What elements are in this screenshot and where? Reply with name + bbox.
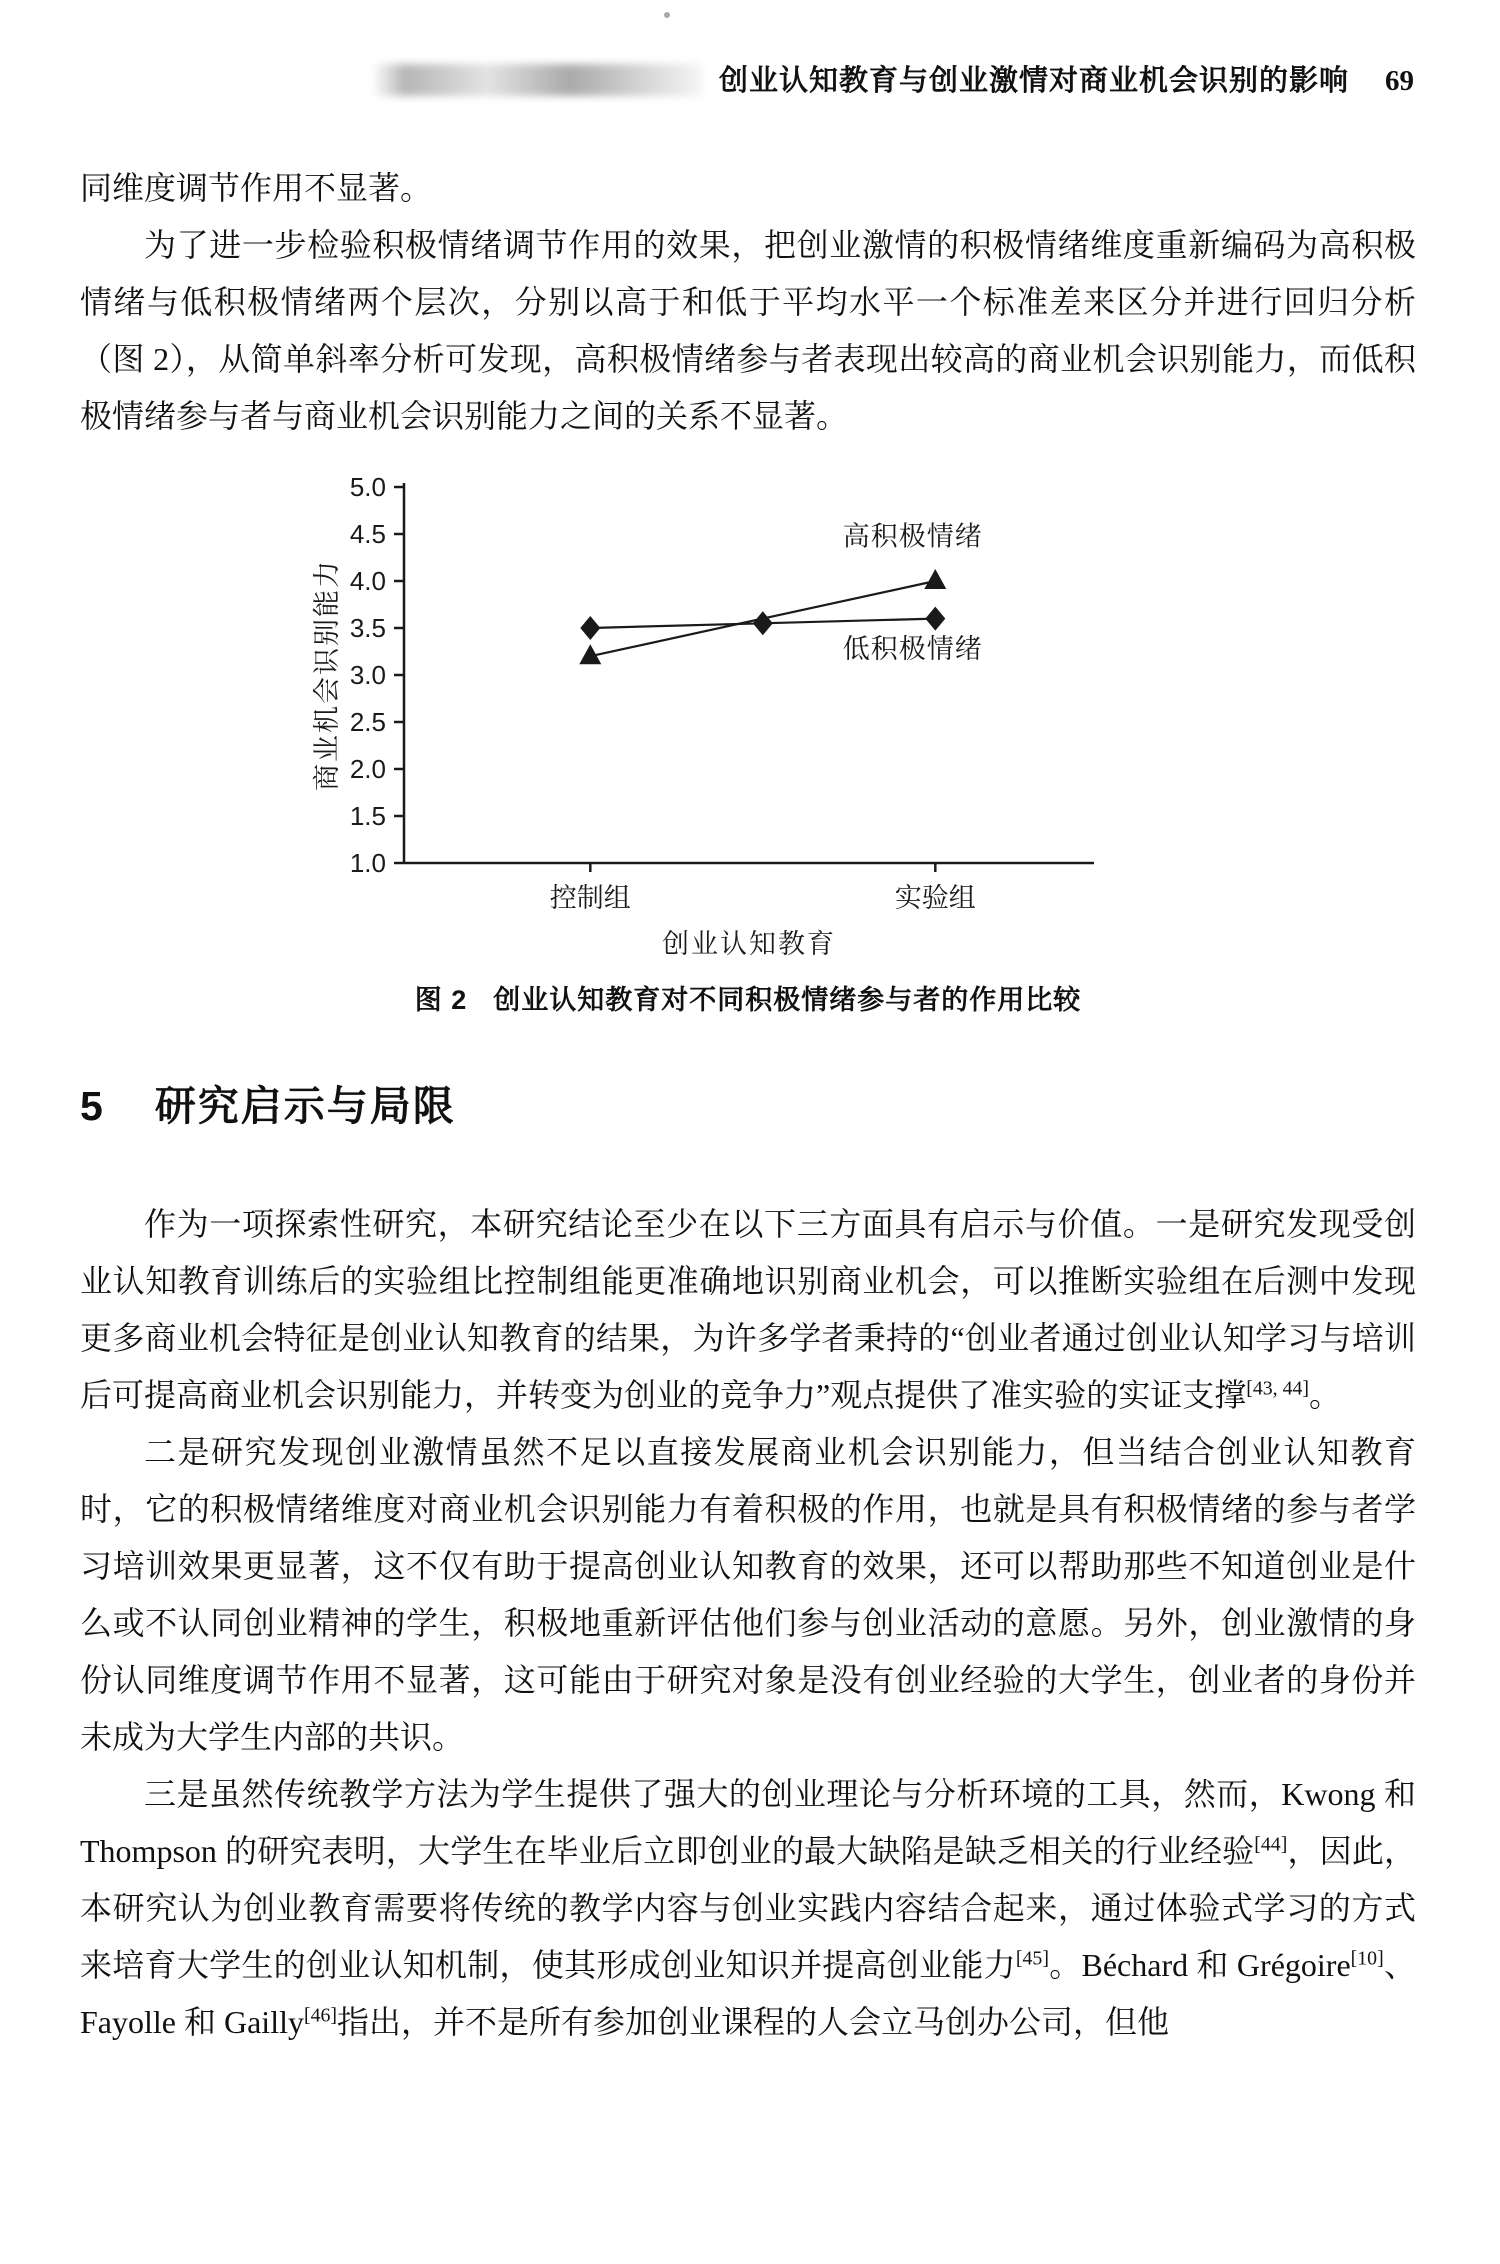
- section-heading: [80, 1073, 1416, 1132]
- y-tick-label: 1.0: [349, 848, 386, 878]
- page-number: 69: [1385, 65, 1414, 97]
- citation-superscript: [43, 44]: [1246, 1377, 1309, 1400]
- y-tick-label: 3.5: [349, 613, 386, 643]
- figure-caption-text: 创业认知教育对不同积极情绪参与者的作用比较: [493, 985, 1082, 1015]
- diamond-marker: [580, 616, 600, 640]
- running-head-title: 创业认知教育与创业激情对商业机会识别的影响: [718, 65, 1349, 97]
- y-tick-label: 2.0: [349, 754, 386, 784]
- paragraph-method: [80, 217, 1416, 445]
- figure-2: [80, 471, 1416, 1017]
- figure-caption-label: 图 2: [414, 985, 468, 1015]
- text-run: 为了进一步检验积极情绪调节作用的效果，把创业激情的积极情绪维度重新编码为高积极情绪与低积极情绪两个层次，分别以高于和低于平均水平一个标准差来区分并进行回归分析（图 2），从简单斜率分析可发现，高积极情绪参与者表现出较高的商业机会识别能力，而低积极情绪参与者与商业机会识别能力之间的关系不显著。: [80, 227, 1416, 434]
- text-run: 二是研究发现创业激情虽然不足以直接发展商业机会识别能力，但当结合创业认知教育时，它的积极情绪维度对商业机会识别能力有着积极的作用，也就是具有积极情绪的参与者学习培训效果更显著，这不仅有助于提高创业认知教育的效果，还可以帮助那些不知道创业是什么或不认同创业精神的学生，积极地重新评估他们参与创业活动的意愿。另外，创业激情的身份认同维度调节作用不显著，这可能由于研究对象是没有创业经验的大学生，创业者的身份并未成为大学生内部的共识。: [80, 1434, 1416, 1755]
- x-axis-title: 创业认知教育: [662, 929, 836, 959]
- citation-superscript: [46]: [303, 2004, 338, 2027]
- x-tick-label: 实验组: [894, 883, 976, 913]
- text-run: ，因此，本研究认为创业教育需要将传统的教学内容与创业实践内容结合起来，通过体验式学习的方式来培育大学生的创业认知机制，使其形成创业知识并提高创业能力: [80, 1833, 1416, 1983]
- section-title: 研究启示与局限: [154, 1083, 456, 1129]
- paragraph-implication-3: [80, 1766, 1416, 2051]
- y-axis: [312, 472, 404, 878]
- citation-superscript: [45]: [1015, 1947, 1049, 1970]
- y-tick-label: 4.5: [349, 519, 386, 549]
- y-tick-label: 4.0: [349, 566, 386, 596]
- text-run: 作为一项探索性研究，本研究结论至少在以下三方面具有启示与价值。一是研究发现受创业认知教育训练后的实验组比控制组能更准确地识别商业机会，可以推断实验组在后测中发现更多商业机会特征是创业认知教育的结果，为许多学者秉持的“创业者通过创业认知学习与培训后可提高商业机会识别能力，并转变为创业的竞争力”观点提供了准实验的实证支撑: [80, 1206, 1416, 1413]
- y-axis-title: 商业机会识别能力: [312, 559, 342, 791]
- y-tick-label: 1.5: [349, 801, 386, 831]
- paragraph-implication-1: [80, 1196, 1416, 1424]
- chart-svg: [300, 471, 1130, 963]
- citation-superscript: [10]: [1350, 1947, 1384, 1970]
- paragraph-implication-2: [80, 1424, 1416, 1766]
- series-label: 高积极情绪: [842, 521, 983, 552]
- x-tick-label: 控制组: [549, 883, 631, 913]
- page-body: [80, 160, 1416, 2051]
- figure-caption: [80, 978, 1416, 1017]
- text-run: 。Béchard 和 Grégoire: [1048, 1947, 1351, 1983]
- text-run: 三是虽然传统教学方法为学生提供了强大的创业理论与分析环境的工具，然而，Kwong 和 Thompson 的研究表明，大学生在毕业后立即创业的最大缺陷是缺乏相关的行业经验: [80, 1776, 1416, 1869]
- text-run: 指出，并不是所有参加创业课程的人会立马创办公司，但他: [337, 2004, 1170, 2040]
- paragraph-continuation: [80, 160, 1416, 217]
- x-axis: [404, 863, 1094, 959]
- citation-superscript: [44]: [1254, 1833, 1288, 1856]
- triangle-marker: [924, 569, 946, 589]
- text-run: 、Fayolle 和 Gailly: [80, 1947, 1416, 2040]
- diamond-marker: [925, 607, 945, 631]
- y-tick-label: 3.0: [349, 660, 386, 690]
- text-run: 。: [1309, 1377, 1342, 1413]
- running-header: [80, 58, 1414, 99]
- y-tick-label: 2.5: [349, 707, 386, 737]
- series-label: 低积极情绪: [842, 634, 983, 665]
- text-run: 同维度调节作用不显著。: [80, 170, 433, 206]
- section-number: 5: [80, 1083, 105, 1129]
- line-chart: [300, 471, 1130, 968]
- scan-artifact-dot: [664, 12, 670, 18]
- y-tick-label: 5.0: [349, 472, 386, 502]
- diamond-marker: [753, 611, 773, 635]
